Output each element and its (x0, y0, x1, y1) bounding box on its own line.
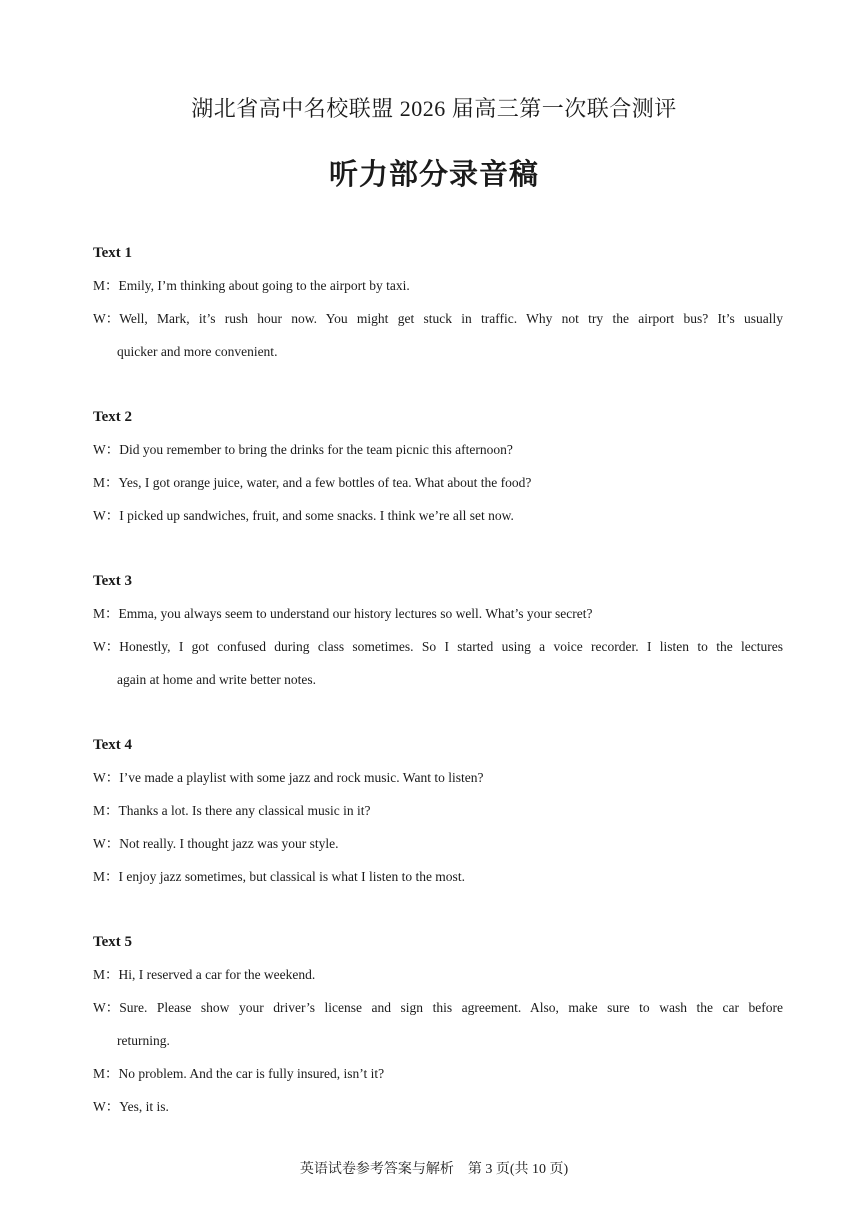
section-title: Text 1 (93, 245, 133, 261)
line-text: returning. (117, 1033, 170, 1048)
line-text: I picked up sandwiches, fruit, and some snacks. I think we’re all set now. (119, 508, 514, 523)
dialogue-line (93, 965, 783, 998)
speaker-label: W： (93, 1099, 120, 1114)
dialogue-line (93, 637, 783, 670)
speaker-label: W： (93, 1000, 120, 1015)
text-section-2 (93, 407, 783, 539)
line-text: Yes, I got orange juice, water, and a few bottles of tea. What about the food? (118, 475, 532, 490)
line-text: quicker and more convenient. (117, 344, 278, 359)
speaker-label: W： (93, 442, 120, 457)
section-title: Text 5 (93, 934, 133, 950)
dialogue-line (93, 309, 783, 342)
line-text: Did you remember to bring the drinks for the team picnic this afternoon? (119, 442, 513, 457)
line-text: Sure. Please show your driver’s license and sign this agreement. Also, make sure to wash the car before (119, 1000, 783, 1015)
text-section-3 (93, 571, 783, 703)
section-title: Text 4 (93, 737, 133, 753)
line-text: Emma, you always seem to understand our history lectures so well. What’s your secret? (118, 606, 593, 621)
speaker-label: W： (93, 836, 120, 851)
line-text: Not really. I thought jazz was your style. (119, 836, 339, 851)
speaker-label: M： (93, 803, 119, 818)
speaker-label: M： (93, 1066, 119, 1081)
speaker-label: M： (93, 967, 119, 982)
page-footer: 英语试卷参考答案与解析 第 3 页(共 10 页) (299, 1162, 569, 1177)
text-section-1 (93, 243, 783, 375)
dialogue-line (93, 506, 783, 539)
dialogue-line (93, 440, 783, 473)
line-text: Hi, I reserved a car for the weekend. (118, 967, 316, 982)
speaker-label: W： (93, 508, 120, 523)
line-text: I enjoy jazz sometimes, but classical is what I listen to the most. (118, 869, 465, 884)
dialogue-line (93, 768, 783, 801)
section-title: Text 2 (93, 409, 133, 425)
section-title: Text 3 (93, 573, 133, 589)
dialogue-line (93, 604, 783, 637)
speaker-label: W： (93, 311, 120, 326)
dialogue-line (93, 801, 783, 834)
dialogue-line (93, 276, 783, 309)
document-title: 听力部分录音稿 (328, 157, 539, 191)
speaker-label: W： (93, 639, 120, 654)
speaker-label: M： (93, 869, 119, 884)
dialogue-line (93, 998, 783, 1031)
line-text: No problem. And the car is fully insured, isn’t it? (118, 1066, 385, 1081)
speaker-label: M： (93, 606, 119, 621)
dialogue-line (93, 473, 783, 506)
dialogue-line-continuation (93, 342, 783, 375)
line-text: Thanks a lot. Is there any classical music in it? (118, 803, 371, 818)
speaker-label: W： (93, 770, 120, 785)
speaker-label: M： (93, 278, 119, 293)
dialogue-line (93, 1097, 783, 1130)
line-text: Emily, I’m thinking about going to the airport by taxi. (118, 278, 410, 293)
dialogue-line (93, 867, 783, 900)
dialogue-line-continuation (93, 1031, 783, 1064)
line-text: Yes, it is. (119, 1099, 169, 1114)
dialogue-line-continuation (93, 670, 783, 703)
speaker-label: M： (93, 475, 119, 490)
dialogue-line (93, 834, 783, 867)
line-text: I’ve made a playlist with some jazz and rock music. Want to listen? (119, 770, 484, 785)
exam-title: 湖北省高中名校联盟 2026 届高三第一次联合测评 (191, 96, 677, 121)
dialogue-line (93, 1064, 783, 1097)
text-section-4 (93, 735, 783, 900)
line-text: again at home and write better notes. (117, 672, 317, 687)
line-text: Well, Mark, it’s rush hour now. You might get stuck in traffic. Why not try the airport bus? It’s usually (119, 311, 783, 326)
text-section-5 (93, 932, 783, 1130)
line-text: Honestly, I got confused during class sometimes. So I started using a voice recorder. I listen to the lectures (119, 639, 783, 654)
